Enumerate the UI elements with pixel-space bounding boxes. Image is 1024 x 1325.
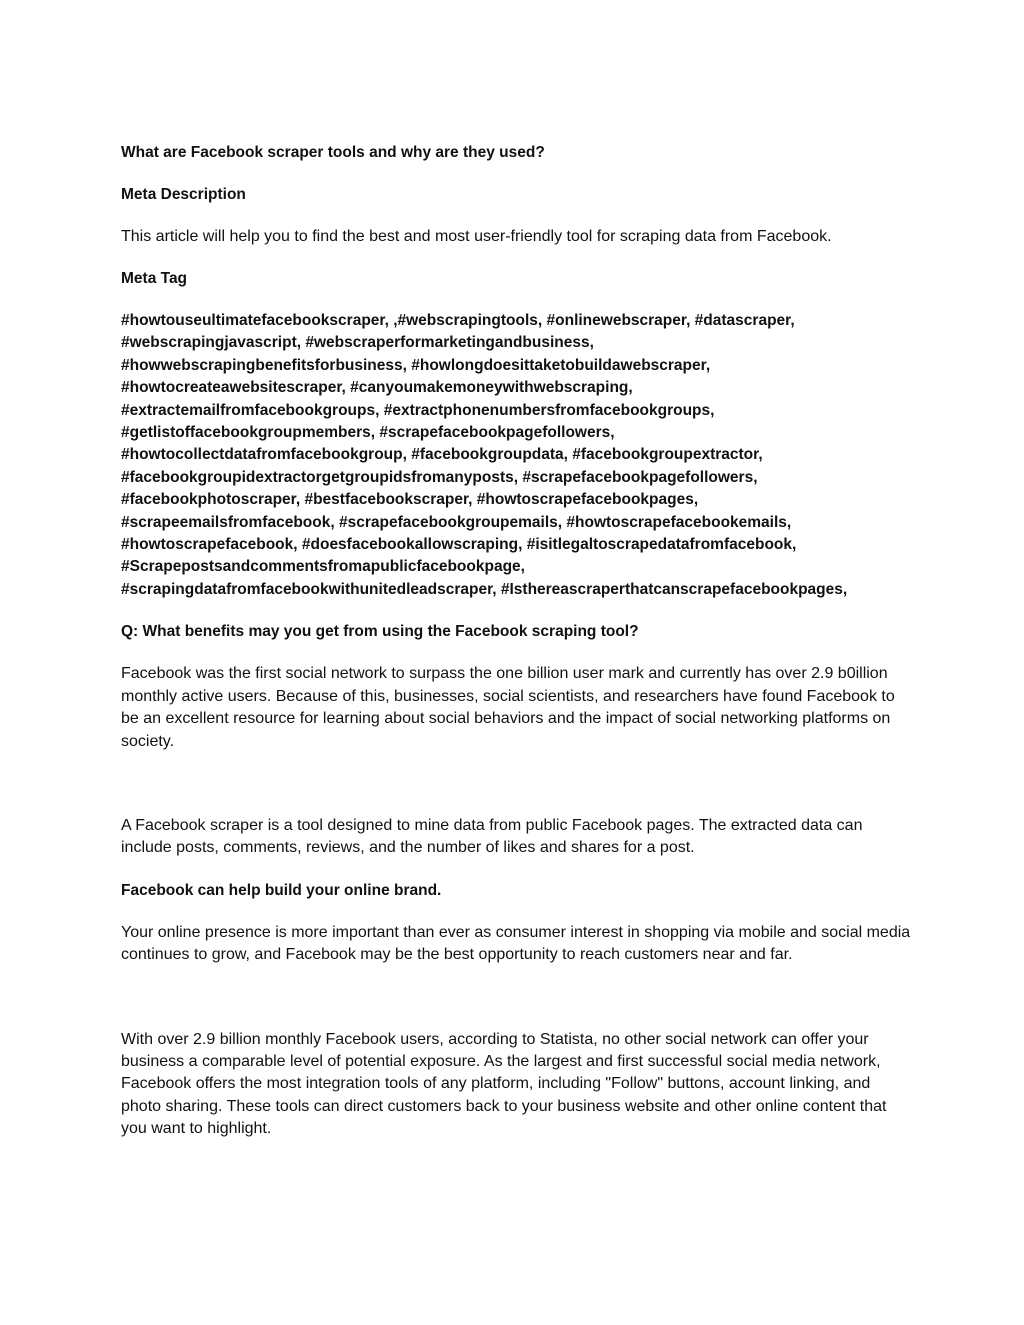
paragraph-spacer <box>121 987 913 1029</box>
hashtag-line: #howwebscrapingbenefitsforbusiness, #howlongdoesittaketobuildawebscraper, <box>121 356 711 374</box>
meta-tag-label: Meta Tag <box>121 270 188 287</box>
meta-description-text: This article will help you to find the best and most user-friendly tool for scraping data from Facebook. <box>121 228 832 245</box>
hashtag-line: #scrapeemailsfromfacebook, #scrapefacebookgroupemails, #howtoscrapefacebookemails, <box>121 513 792 531</box>
meta-description-label: Meta Description <box>121 186 246 203</box>
hashtag-line: #howtocollectdatafromfacebookgroup, #facebookgroupdata, #facebookgroupextractor, <box>121 446 763 464</box>
hashtag-line: #scrapingdatafromfacebookwithunitedleadscraper, #Isthereascraperthatcanscrapefacebookpages, <box>121 580 848 598</box>
hashtag-line: #facebookgroupidextractorgetgroupidsfromanyposts, #scrapefacebookpagefollowers, <box>121 468 758 486</box>
online-brand-heading: Facebook can help build your online brand. <box>121 881 442 899</box>
hashtag-line: #facebookphotoscraper, #bestfacebookscraper, #howtoscrapefacebookpages, <box>121 491 699 509</box>
hashtag-list <box>121 310 913 601</box>
hashtag-line: #howtoscrapefacebook, #doesfacebookallowscraping, #isitlegaltoscrapedatafromfacebook, <box>121 536 797 554</box>
document-title: What are Facebook scraper tools and why are they used? <box>121 144 545 161</box>
document-content <box>121 142 913 1161</box>
hashtag-line: #howtocreateawebsitescraper, #canyoumakemoneywithwebscraping, <box>121 379 633 397</box>
paragraph-online-presence: Your online presence is more important than ever as consumer interest in shopping via mobile and social media continues to grow, and Facebook may be the best opportunity to reach customers near and far. <box>121 923 911 964</box>
benefits-question: Q: What benefits may you get from using the Facebook scraping tool? <box>121 623 639 641</box>
paragraph-spacer <box>121 773 913 815</box>
hashtag-line: #getlistoffacebookgroupmembers, #scrapefacebookpagefollowers, <box>121 424 615 442</box>
hashtag-line: #extractemailfromfacebookgroups, #extractphonenumbersfromfacebookgroups, <box>121 401 715 419</box>
hashtag-line: #howtouseultimatefacebookscraper, ,#webscrapingtools, #onlinewebscraper, #datascraper, <box>121 312 795 329</box>
paragraph-scraper-definition: A Facebook scraper is a tool designed to mine data from public Facebook pages. The extracted data can include posts, comments, reviews, and the number of likes and shares for a post. <box>121 816 863 857</box>
hashtag-line: #webscrapingjavascript, #webscraperformarketingandbusiness, <box>121 334 594 352</box>
paragraph-statista-users: With over 2.9 billion monthly Facebook users, according to Statista, no other social network can offer your business a comparable level of potential exposure. As the largest and first successful social media network, Facebook offers the most integration tools of any platform, including "Follow" buttons, account linking, and photo sharing. These tools can direct customers back to your business website and other online content that you want to highlight. <box>121 1030 887 1138</box>
paragraph-facebook-history: Facebook was the first social network to surpass the one billion user mark and currently has over 2.9 b0illion monthly active users. Because of this, businesses, social scientists, and researchers have found Facebook to be an excellent resource for learning about social behaviors and the impact of social networking platforms on society. <box>121 665 895 750</box>
hashtag-line: #Scrapepostsandcommentsfromapublicfacebookpage, <box>121 558 525 576</box>
